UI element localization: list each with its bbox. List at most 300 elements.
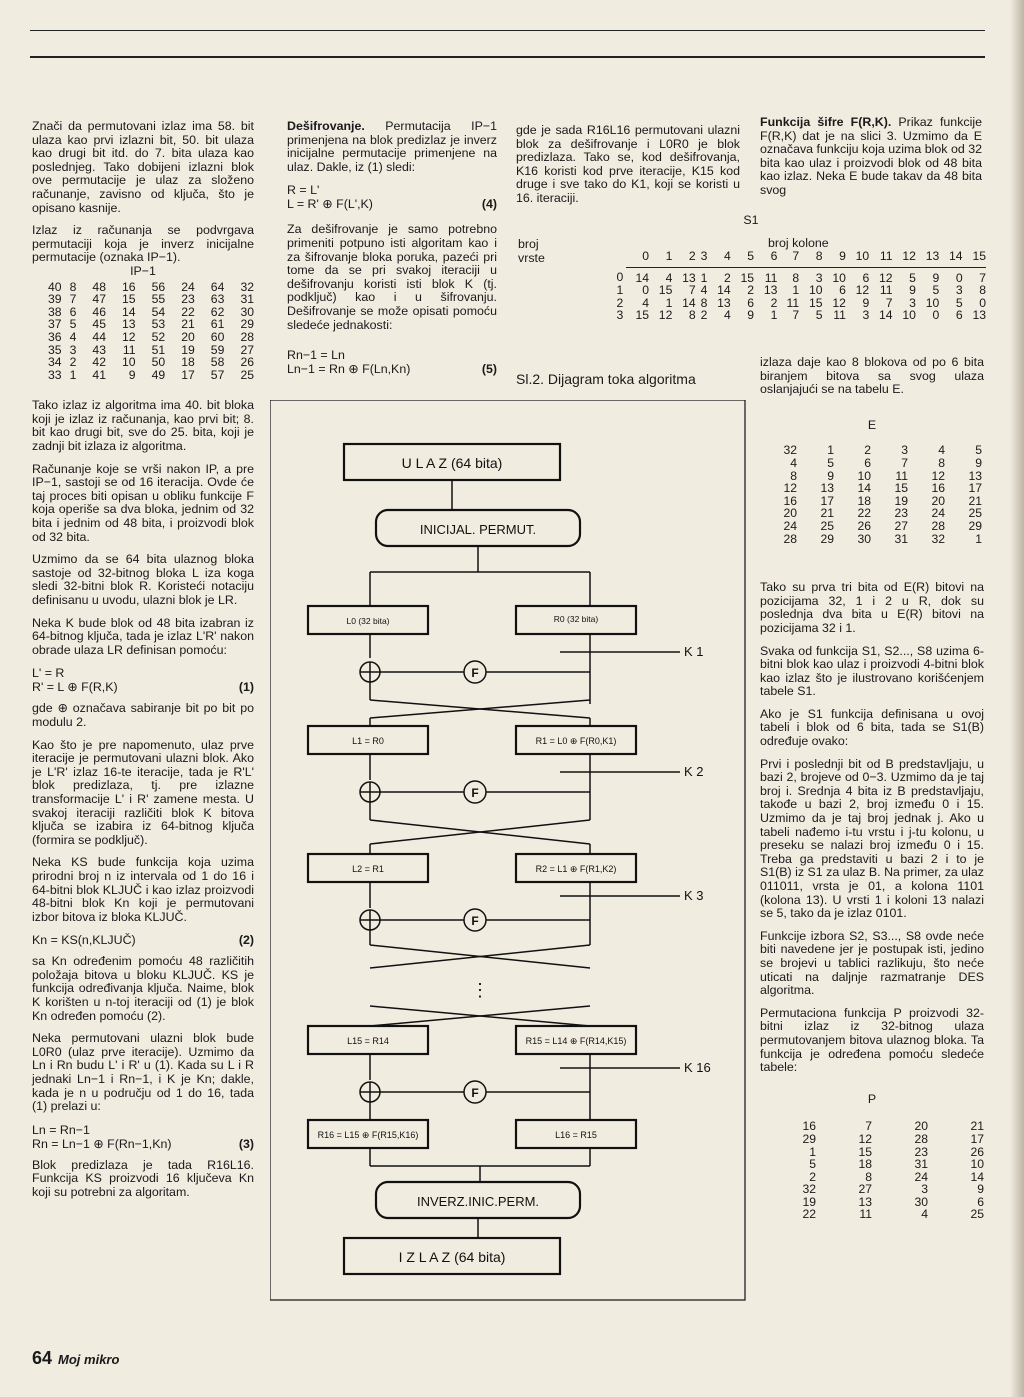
table-cell: 26 (857, 518, 871, 533)
column-header: 12 (893, 250, 916, 267)
table-cell: 59 (210, 342, 225, 357)
table-cell: 9 (128, 367, 136, 382)
paragraph (760, 116, 982, 198)
r2-label: R2 = L1 ⊕ F(R1,K2) (535, 864, 617, 874)
table-cell: 2 (747, 283, 755, 298)
equation-number: (2) (238, 933, 254, 948)
table-cell: 5 (815, 308, 823, 323)
table-cell: 13 (972, 308, 986, 323)
table-cell: 26 (970, 1144, 984, 1159)
table-cell: 60 (210, 329, 225, 344)
table-cell: 1 (809, 1144, 816, 1159)
equation-line: L = R' ⊕ F(L',K) (287, 197, 373, 212)
table-cell: 13 (717, 295, 731, 310)
table-cell: 28 (240, 329, 254, 344)
row-header: 2 (616, 295, 624, 310)
equation-line: Ln = Rn−1 (32, 1122, 90, 1137)
paragraph: gde ⊕ označava sabiranje bit po bit po modulu 2. (32, 701, 254, 729)
table-cell: 28 (914, 1131, 928, 1146)
table-cell: 6 (747, 295, 755, 310)
inverse-permutation-label: INVERZ.INIC.PERM. (416, 1194, 540, 1209)
s1-header-row (614, 250, 986, 267)
table-cell: 23 (914, 1144, 928, 1159)
table-cell: 13 (820, 481, 834, 496)
algorithm-flow-diagram (270, 400, 750, 1305)
table-cell: 32 (783, 443, 797, 458)
table-cell: 14 (682, 295, 696, 310)
f-label: F (471, 1086, 479, 1100)
table-cell: 17 (970, 1131, 984, 1146)
table-cell: 2 (770, 295, 778, 310)
table-cell: 5 (69, 317, 77, 332)
k2-label: K 2 (684, 764, 704, 779)
table-cell: 15 (858, 1144, 872, 1159)
column-header: 2 (672, 250, 695, 267)
table-cell: 52 (151, 329, 166, 344)
r0-label: R0 (32 bita) (553, 614, 599, 624)
table-cell: 33 (48, 367, 62, 382)
table-cell: 4 (790, 455, 797, 470)
table-cell: 12 (783, 481, 797, 496)
table-cell: 30 (857, 531, 871, 546)
table-cell: 27 (858, 1182, 872, 1197)
table-cell: 6 (864, 455, 871, 470)
f-label: F (471, 666, 479, 680)
table-cell: 20 (914, 1119, 928, 1134)
table-cell: 12 (931, 468, 945, 483)
table-cell: 21 (968, 493, 982, 508)
equation-number: (1) (238, 680, 254, 695)
s1-table (614, 250, 986, 322)
table-cell: 9 (932, 270, 940, 285)
p-table-title: P (867, 1091, 877, 1106)
paragraph: Permutaciona funkcija P proizvodi 32-bitni izlaz iz 32-bitnog ulaza permutovanjem bitova ulaznog bloka. Ta funkcija je određena pomoću sledeće tabele: (760, 1005, 984, 1075)
table-cell: 3 (815, 270, 823, 285)
table-cell: 14 (717, 283, 731, 298)
s1-title: S1 (743, 213, 759, 227)
table-cell: 4 (921, 1207, 928, 1222)
table-cell: 4 (69, 329, 77, 344)
table-cell: 42 (92, 355, 106, 370)
table-cell: 49 (151, 367, 166, 382)
table-cell: 31 (240, 292, 254, 307)
ip-inverse-title: IP−1 (130, 263, 156, 278)
table-cell: 31 (894, 531, 908, 546)
table-cell: 25 (820, 518, 834, 533)
table-cell: 22 (802, 1207, 816, 1222)
table-cell: 10 (902, 308, 916, 323)
column-4-top (760, 116, 982, 207)
l2-label: L2 = R1 (352, 864, 384, 874)
table-cell: 14 (635, 270, 650, 285)
table-cell: 3 (862, 308, 870, 323)
table-cell: 4 (938, 443, 945, 458)
table-cell: 20 (931, 493, 945, 508)
table-cell: 39 (48, 292, 62, 307)
paragraph: Izlaz iz računanja se podvrgava permutaciji koja je inverz inicijalne permutacije (oznaka IP−1). (32, 223, 254, 265)
column-header: 8 (799, 250, 822, 267)
table-cell: 57 (210, 367, 225, 382)
table-cell: 7 (901, 455, 908, 470)
ip-inverse-row (32, 356, 254, 369)
initial-permutation-label: INICIJAL. PERMUT. (419, 522, 537, 537)
input-label: U L A Z (64 bita) (401, 455, 503, 471)
table-cell: 9 (909, 283, 916, 298)
table-cell: 9 (862, 295, 870, 310)
l1-label: L1 = R0 (352, 736, 384, 746)
table-cell: 0 (955, 270, 963, 285)
table-cell: 18 (181, 355, 195, 370)
table-cell: 17 (968, 481, 982, 496)
table-cell: 6 (862, 270, 870, 285)
table-cell: 8 (688, 308, 696, 323)
f-label: F (471, 914, 479, 928)
equation-line: R = L' (287, 183, 320, 198)
column-header: 6 (754, 250, 777, 267)
e-table (760, 444, 982, 545)
table-cell: 45 (92, 317, 106, 332)
output-label: I Z L A Z (64 bita) (398, 1249, 506, 1265)
table-cell: 1 (827, 443, 834, 458)
table-cell: 13 (858, 1194, 872, 1209)
table-cell: 53 (151, 317, 166, 332)
table-cell: 3 (921, 1182, 928, 1197)
table-cell: 5 (975, 443, 982, 458)
l0-label: L0 (32 bita) (346, 616, 390, 626)
paragraph: Svaka od funkcija S1, S2..., S8 uzima 6-bitni blok kao ulaz i proizvodi 4-bitni blok kao izlaz što je ilustrovano korišćenjem tabele S1. (760, 643, 984, 699)
table-cell: 4 (642, 295, 650, 310)
table-cell: 6 (955, 308, 963, 323)
r16-label: R16 = L15 ⊕ F(R15,K16) (317, 1130, 419, 1140)
table-cell: 1 (770, 308, 778, 323)
table-cell: 29 (240, 317, 254, 332)
table-cell: 6 (839, 283, 846, 298)
paragraph: Za dešifrovanje je samo potrebno primeniti potpuno isti algoritam kao i za šifrovanje bloka poruka, pazeći pri tome da se pri svakoj iteraciji u dešifrovanju koristi isti blok K (tj. podključ) kao i u šifrovanju. Dešifrovanje se može opisati pomoću sledeće jednakosti: (287, 222, 497, 332)
table-cell: 15 (740, 270, 755, 285)
page-number: 64 (32, 1348, 53, 1368)
p-table-row (760, 1158, 984, 1171)
e-table-row (760, 457, 982, 470)
table-cell: 63 (210, 292, 225, 307)
column-header: 15 (963, 250, 986, 267)
paragraph: Ako je S1 funkcija definisana u ovoj tabeli i blok od 6 bita, tada se S1(B) određuje ovako: (760, 706, 984, 749)
column-header: 5 (731, 250, 754, 267)
column-label: broj kolone (768, 236, 829, 250)
table-cell: 30 (240, 304, 254, 319)
table-cell: 16 (122, 279, 136, 294)
table-cell: 20 (783, 506, 797, 521)
table-cell: 12 (855, 283, 870, 298)
ip-inverse-row (32, 331, 254, 344)
table-cell: 10 (970, 1157, 984, 1172)
table-cell: 13 (682, 270, 696, 285)
row-header: 1 (616, 283, 624, 298)
paragraph: Neka permutovani ulazni blok bude L0R0 (ulaz prve iteracije). Uzmimo da Ln i Rn budu L' i R' u (1). Kada su L i R jednaki Ln−1 i Rn−1, i K je Kn; dakle, kada je n u području od 1 do 16, tada (1) prelazi u: (32, 1031, 254, 1114)
table-cell: 7 (69, 292, 77, 307)
table-cell: 44 (92, 329, 106, 344)
row-label: broj (518, 237, 539, 251)
table-cell: 14 (970, 1169, 984, 1184)
equation-line: Rn−1 = Ln (287, 348, 345, 363)
table-cell: 38 (48, 304, 62, 319)
table-cell: 19 (181, 342, 195, 357)
table-cell: 11 (859, 1207, 872, 1222)
column-header: 0 (626, 250, 649, 267)
table-cell: 14 (857, 481, 871, 496)
table-cell: 2 (864, 443, 871, 458)
ip-inverse-row (32, 293, 254, 306)
table-cell: 25 (970, 1207, 984, 1222)
table-cell: 7 (865, 1119, 872, 1134)
table-cell: 15 (658, 283, 673, 298)
column-header: 1 (649, 250, 672, 267)
table-cell: 9 (747, 308, 755, 323)
l15-label: L15 = R14 (347, 1036, 389, 1046)
paragraph: izlaza daje kao 8 blokova od po 6 bita biranjem bitova sa svog ulaza oslanjajući se na tabelu E. (760, 355, 984, 397)
table-cell: 9 (975, 455, 982, 470)
magazine-name: Moj mikro (58, 1352, 120, 1367)
p-table-row (760, 1196, 984, 1209)
table-cell: 0 (932, 308, 940, 323)
l16-label: L16 = R15 (555, 1130, 597, 1140)
table-cell: 19 (894, 493, 908, 508)
paragraph: Uzmimo da se 64 bita ulaznog bloka sastoje od 32-bitnog bloka L iza koga sledi 32-bitni blok R. Koristeći notaciju definisanu u uvodu, ulazni blok je LR. (32, 552, 254, 607)
table-cell: 16 (931, 481, 945, 496)
table-cell: 24 (914, 1169, 928, 1184)
column-header: 11 (869, 250, 892, 267)
equation-line: R' = L ⊕ F(R,K) (32, 680, 118, 695)
p-table-row (760, 1146, 984, 1159)
table-cell: 11 (764, 270, 778, 285)
table-cell: 15 (808, 295, 823, 310)
table-cell: 16 (783, 493, 797, 508)
table-cell: 48 (92, 279, 106, 294)
paragraph-text: Permutacija IP−1 primenjena na blok predizlaz je inverz inicijalne permutacije primenjene na ulaz. Dakle, iz (1) sledi: (287, 119, 497, 174)
table-cell: 64 (210, 279, 225, 294)
table-cell: 13 (968, 468, 982, 483)
table-cell: 32 (931, 531, 945, 546)
table-cell: 8 (938, 455, 945, 470)
top-rule-2 (30, 56, 985, 58)
equation-2 (32, 933, 254, 947)
s1-row (614, 284, 986, 297)
table-cell: 4 (665, 270, 673, 285)
table-cell: 3 (955, 283, 963, 298)
table-cell: 23 (894, 506, 908, 521)
f-label: F (471, 786, 479, 800)
table-cell: 7 (979, 270, 986, 285)
table-cell: 29 (802, 1131, 816, 1146)
table-cell: 29 (820, 531, 834, 546)
s1-row (614, 267, 986, 284)
table-cell: 62 (210, 304, 225, 319)
table-cell: 15 (635, 308, 650, 323)
table-cell: 2 (723, 270, 731, 285)
table-cell: 8 (865, 1169, 872, 1184)
equation-number: (4) (481, 197, 497, 212)
paragraph: Neka KS bude funkcija koja uzima prirodni broj n iz intervala od 1 do 16 i 64-bitni blok KLJUČ i kao izlaz proizvodi 48-bitni blok Kn koji je permutovani izbor bitova iz bloka KLJUČ. (32, 855, 254, 924)
table-cell: 3 (901, 443, 908, 458)
table-cell: 18 (858, 1157, 872, 1172)
table-cell: 6 (69, 304, 77, 319)
table-cell: 10 (808, 283, 823, 298)
table-cell: 28 (783, 531, 797, 546)
table-cell: 56 (151, 279, 166, 294)
table-cell: 11 (895, 468, 908, 483)
table-cell: 25 (968, 506, 982, 521)
table-cell: 27 (240, 342, 254, 357)
table-cell: 32 (802, 1182, 816, 1197)
table-cell: 14 (122, 304, 136, 319)
ip-inverse-row (32, 369, 254, 382)
table-cell: 23 (181, 292, 195, 307)
table-cell: 2 (700, 308, 708, 323)
paragraph: Tako su prva tri bita od E(R) bitovi na pozicijama 32, 1 i 2 u R, dok su poslednja dva bita u E(R) bitovi na pozicijama 32 i 1. (760, 580, 984, 635)
table-cell: 41 (92, 367, 106, 382)
k3-label: K 3 (684, 888, 704, 903)
table-cell: 4 (700, 283, 708, 298)
table-cell: 12 (832, 295, 846, 310)
paragraph: Funkcije izbora S2, S3..., S8 ovde neće biti navedene jer je postupak isti, jedino se brojevi u tablici razlikuju, što neće uticati na daljnje razmatranje DES algoritma. (760, 928, 984, 998)
table-cell: 11 (122, 342, 136, 357)
table-cell: 15 (122, 292, 136, 307)
k16-label: K 16 (684, 1060, 711, 1075)
ip-inverse-table (32, 281, 254, 382)
table-cell: 3 (69, 342, 77, 357)
figure-caption: Sl.2. Dijagram toka algoritma (516, 371, 696, 387)
table-cell: 17 (820, 493, 834, 508)
table-cell: 40 (48, 279, 62, 294)
paragraph: Neka K bude blok od 48 bita izabran iz 64-bitnog ključa, tada je izlaz L'R' nakon obrade ulaza LR definisan pomoću: (32, 615, 254, 657)
table-cell: 11 (833, 308, 846, 323)
table-cell: 6 (977, 1194, 984, 1209)
p-table-row (760, 1208, 984, 1221)
table-cell: 37 (48, 317, 62, 332)
paragraph: gde je sada R16L16 permutovani ulazni blok za dešifrovanje i L0R0 je blok predizlaza. Tako se, kod dešifrovanja, K16 koristi kod prve iteracije, K15 kod druge i sve tako do K1, koji se koristi u 16. iteraciji. (516, 123, 740, 205)
equation-3 (32, 1123, 254, 1151)
table-cell: 25 (240, 367, 254, 382)
table-cell: 50 (151, 355, 166, 370)
table-cell: 21 (181, 317, 195, 332)
table-cell: 1 (792, 283, 800, 298)
table-cell: 15 (894, 481, 908, 496)
paragraph: Znači da permutovani izlaz ima 58. bit ulaza kao prvi izlazni bit, 50. bit ulaza kao drugi bit itd. do 7. bita ulaza kao poslednjeg. Tako dobijeni izlazni blok ove permutacije je ulaz za složeno računanje, zavisno od ključa, što je opisano kasnije. (32, 119, 254, 215)
table-cell: 31 (914, 1157, 928, 1172)
table-cell: 5 (809, 1157, 816, 1172)
table-cell: 7 (688, 283, 696, 298)
table-cell: 34 (48, 355, 62, 370)
table-cell: 8 (790, 468, 797, 483)
table-cell: 12 (658, 308, 673, 323)
table-cell: 17 (181, 367, 195, 382)
table-cell: 32 (240, 279, 254, 294)
column-1 (32, 120, 254, 1209)
table-cell: 51 (151, 342, 166, 357)
table-cell: 4 (723, 308, 731, 323)
table-cell: 1 (69, 367, 77, 382)
table-cell: 8 (792, 270, 800, 285)
table-cell: 12 (122, 329, 136, 344)
table-cell: 5 (909, 270, 916, 285)
paragraph: Računanje koje se vrši nakon IP, a pre IP−1, sastoji se od 16 iteracija. Ovde će taj proces biti opisan u obliku funkcije F koja operiše sa dva bloka, jednim od 32 bita i jednim od 48 bita, i proizvodi blok od 32 bita. (32, 461, 254, 544)
e-table-title: E (867, 417, 877, 432)
table-cell: 10 (925, 295, 940, 310)
table-cell: 22 (857, 506, 871, 521)
table-cell: 46 (92, 304, 106, 319)
table-cell: 1 (700, 270, 708, 285)
table-cell: 12 (879, 270, 893, 285)
table-cell: 54 (151, 304, 166, 319)
table-cell: 1 (975, 531, 982, 546)
column-header: 9 (823, 250, 846, 267)
column-2 (287, 120, 497, 384)
r15-label: R15 = L14 ⊕ F(R14,K15) (525, 1036, 627, 1046)
row-label: vrste (518, 251, 545, 265)
column-3 (516, 124, 740, 215)
column-header: 10 (846, 250, 869, 267)
paragraph: Blok predizlaza je tada R16L16. Funkcija KS proizvodi 16 ključeva Kn koji su potrebni za algoritam. (32, 1157, 254, 1199)
column-header: 4 (707, 250, 730, 267)
paragraph: Tako izlaz iz algoritma ima 40. bit bloka koji je izlaz iz računanja, kao prvi bit; 8. bit kao drugi bit, sve do 25. bita, koji je zadnji bit izlaza iz algoritma. (32, 398, 254, 454)
paragraph: Prvi i poslednji bit od B predstavljaju, u bazi 2, brojeve od 0−3. Uzmimo da je taj broj i. Srednja 4 bita iz B predstavljaju, takođe u bazi 2, broj između 0 i 15. Uzmimo da je taj broj jednak j. Ako u tabeli nađemo i-tu vrstu i j-tu kolonu, u preseku se nalazi broj između 0 i 15. Treba ga predstaviti u bazi 2 i to je S1(B) iz S1 za ulaz B. Na primer, za ulaz 011011, vrsta je 01, a kolona 1101 (kolona 13). U vrsti 1 i koloni 13 nalazi se 5, tako da je izlaz 0101. (760, 756, 984, 921)
equation-line: Rn = Ln−1 ⊕ F(Rn−1,Kn) (32, 1136, 172, 1151)
p-table-row (760, 1183, 984, 1196)
equation-4 (287, 183, 497, 211)
row-header: 3 (616, 308, 624, 323)
table-cell: 35 (48, 342, 62, 357)
equation-5 (287, 348, 497, 376)
table-cell: 13 (122, 317, 136, 332)
equation-line: L' = R (32, 666, 65, 681)
r1-label: R1 = L0 ⊕ F(R0,K1) (535, 736, 617, 746)
table-cell: 26 (240, 355, 254, 370)
table-cell: 47 (92, 292, 106, 307)
table-cell: 61 (210, 317, 225, 332)
s1-row (614, 309, 986, 322)
table-cell: 22 (181, 304, 195, 319)
table-cell: 0 (642, 283, 650, 298)
p-table-row (760, 1120, 984, 1133)
table-cell: 14 (879, 308, 893, 323)
table-cell: 7 (885, 295, 893, 310)
equation-number: (3) (238, 1136, 254, 1151)
e-table-row (760, 482, 982, 495)
paragraph: Kao što je pre napomenuto, ulaz prve iteracije je permutovani ulazni blok. Ako je L'R' izlaz 16-te iteracije, tada je R'L' blok predizlaza, tj. pre izlazne transformacije L' i R' zamene mesta. U svakoj iteraciji različiti blok K bitova ključa se izabira iz 64-bitnog ključa (formira se podključ). (32, 737, 254, 847)
column-header: 13 (916, 250, 939, 267)
table-cell: 43 (92, 342, 106, 357)
equation-1 (32, 666, 254, 694)
k1-label: K 1 (684, 644, 704, 659)
e-table-row (760, 520, 982, 533)
table-cell: 12 (858, 1131, 872, 1146)
table-cell: 10 (122, 355, 136, 370)
section-heading: Dešifrovanje. (287, 119, 365, 133)
table-cell: 24 (931, 506, 945, 521)
paragraph: sa Kn određenim pomoću 48 različitih položaja bitova u bloku KLJUČ. KS je funkcija određivanja ključa. Naime, blok K korišten u n-toj iteraciji od (1) je blok Kn određen pomoću (2). (32, 954, 254, 1023)
p-table (760, 1120, 984, 1221)
column-4 (760, 356, 984, 1221)
table-cell: 21 (970, 1119, 984, 1134)
equation-line: Ln−1 = Rn ⊕ F(Ln,Kn) (287, 362, 411, 377)
table-cell: 2 (809, 1169, 816, 1184)
table-cell: 9 (827, 468, 834, 483)
table-cell: 21 (820, 506, 834, 521)
table-cell: 10 (857, 468, 871, 483)
table-cell: 11 (879, 283, 893, 298)
section-heading: Funkcija šifre F(R,K). (760, 115, 892, 129)
column-header: 3 (696, 250, 708, 267)
row-header: 0 (616, 270, 624, 285)
